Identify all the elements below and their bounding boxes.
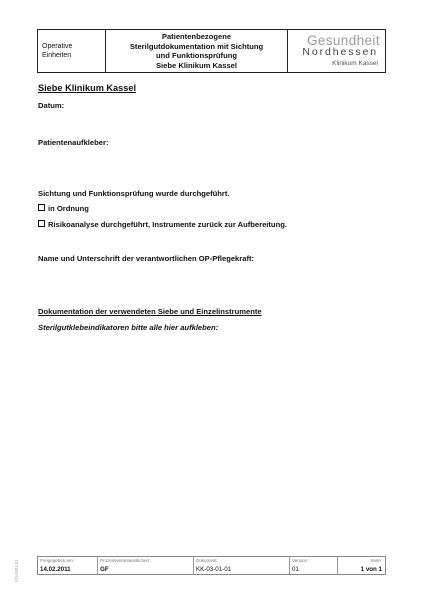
version-value: 01 <box>292 566 299 573</box>
responsible-value: GF <box>100 566 109 573</box>
checkbox-icon[interactable] <box>38 204 45 211</box>
document-title <box>106 30 288 72</box>
section-title: Siebe Klinikum Kassel <box>38 83 137 93</box>
page-label: Seite: <box>370 558 382 563</box>
title-line-4: Siebe Klinikum Kassel <box>155 60 238 70</box>
title-line-2: Sterilgutdokumentation mit Sichtung <box>129 41 264 51</box>
side-document-code: FO-0001-01 <box>14 559 19 582</box>
footer-document <box>194 557 290 574</box>
logo-line-3: Klinikum Kassel <box>332 60 378 67</box>
title-line-1: Patientenbezogene <box>161 32 232 41</box>
option-risk[interactable] <box>38 220 287 229</box>
document-header <box>37 29 386 73</box>
document-footer <box>37 556 386 575</box>
document-label: Dokument: <box>196 558 218 563</box>
signature-label: Name und Unterschrift der verantwortlichen OP-Pflegekraft: <box>38 254 255 263</box>
responsible-label: Prozessverantwortliche/r: <box>100 558 151 563</box>
check-statement: Sichtung und Funktionsprüfung wurde durchgeführt. <box>38 189 230 198</box>
unit-line-1: Operative <box>42 43 73 50</box>
released-value: 14.02.2011 <box>40 566 71 573</box>
logo-line-2: Nordhessen <box>302 46 378 58</box>
released-label: Freigegeben am: <box>40 558 75 563</box>
footer-released <box>38 557 98 574</box>
unit-cell <box>38 30 106 72</box>
organization-logo <box>288 30 385 72</box>
documentation-heading: Dokumentation der verwendeten Siebe und Einzelinstrumente <box>38 307 262 316</box>
option-risk-label: Risikoanalyse durchgeführt, Instrumente zurück zur Aufbereitung. <box>48 220 287 229</box>
footer-page <box>338 557 385 574</box>
document-value: KK-03-01-01 <box>196 566 232 573</box>
indicator-note: Sterilgutklebeindikatoren bitte alle hier aufkleben: <box>38 323 219 332</box>
page-value: 1 von 1 <box>360 566 382 573</box>
checkbox-icon[interactable] <box>38 220 45 227</box>
unit-line-2: Einheiten <box>42 52 72 59</box>
option-ok-label: in Ordnung <box>48 204 89 213</box>
footer-responsible <box>98 557 194 574</box>
logo-line-1: Gesundheit <box>306 33 380 48</box>
version-label: Version: <box>292 558 309 563</box>
patient-sticker-label: Patientenaufkleber: <box>38 138 109 147</box>
footer-version <box>290 557 338 574</box>
option-ok[interactable] <box>38 204 89 213</box>
title-line-3: und Funktionsprüfung <box>156 51 237 60</box>
date-label: Datum: <box>38 101 65 110</box>
